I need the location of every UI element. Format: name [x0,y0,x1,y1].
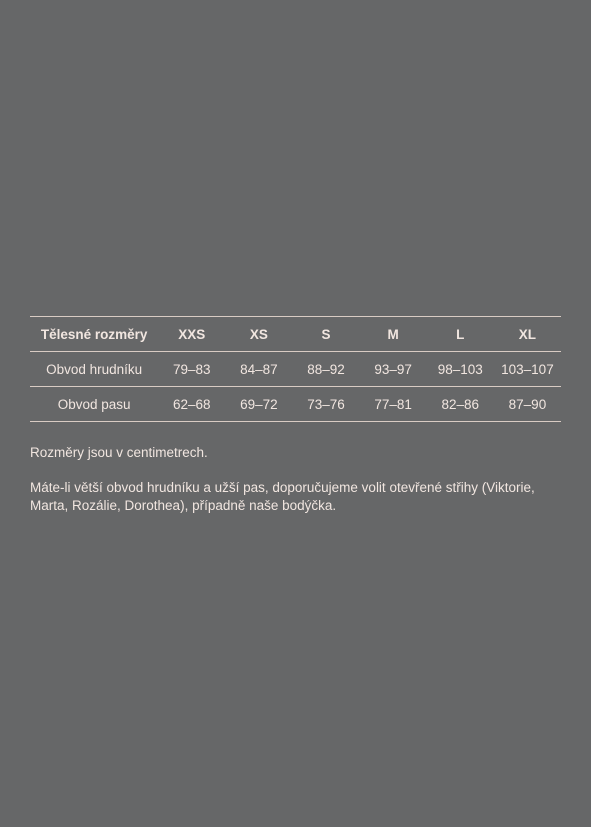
table-cell: 69–72 [240,396,278,412]
row-label-chest: Obvod hrudníku [46,361,143,377]
table-cell: 82–86 [441,396,480,412]
table-cell: 103–107 [501,361,554,377]
row-label-waist: Obvod pasu [57,396,131,412]
table-row-waist [30,387,561,422]
table-cell: 84–87 [240,361,278,377]
header-label: Tělesné rozměry [40,326,148,342]
header-size-xs: XS [249,326,268,342]
table-cell: 79–83 [173,361,211,377]
header-size-xl: XL [518,326,537,342]
header-size-m: M [387,326,399,342]
table-cell: 87–90 [508,396,547,412]
table-header-row [30,317,561,352]
table-cell: 77–81 [374,396,412,412]
size-notes [30,444,561,532]
units-note: Rozměry jsou v centimetrech. [30,445,208,460]
size-chart [30,316,561,422]
recommendation-note: Máte-li větší obvod hrudníku a užší pas, doporučujeme volit otevřené střihy (Viktorie, Marta, Rozálie, Dorothea), případně naše bodýčka. [30,480,535,513]
header-size-xxs: XXS [178,326,206,342]
table-row-chest [30,352,561,387]
size-table [30,316,561,422]
table-cell: 88–92 [307,361,345,377]
table-cell: 73–76 [307,396,345,412]
header-size-l: L [456,326,465,342]
table-cell: 98–103 [437,361,483,377]
table-cell: 62–68 [173,396,211,412]
header-size-s: S [321,326,331,342]
table-cell: 93–97 [374,361,412,377]
